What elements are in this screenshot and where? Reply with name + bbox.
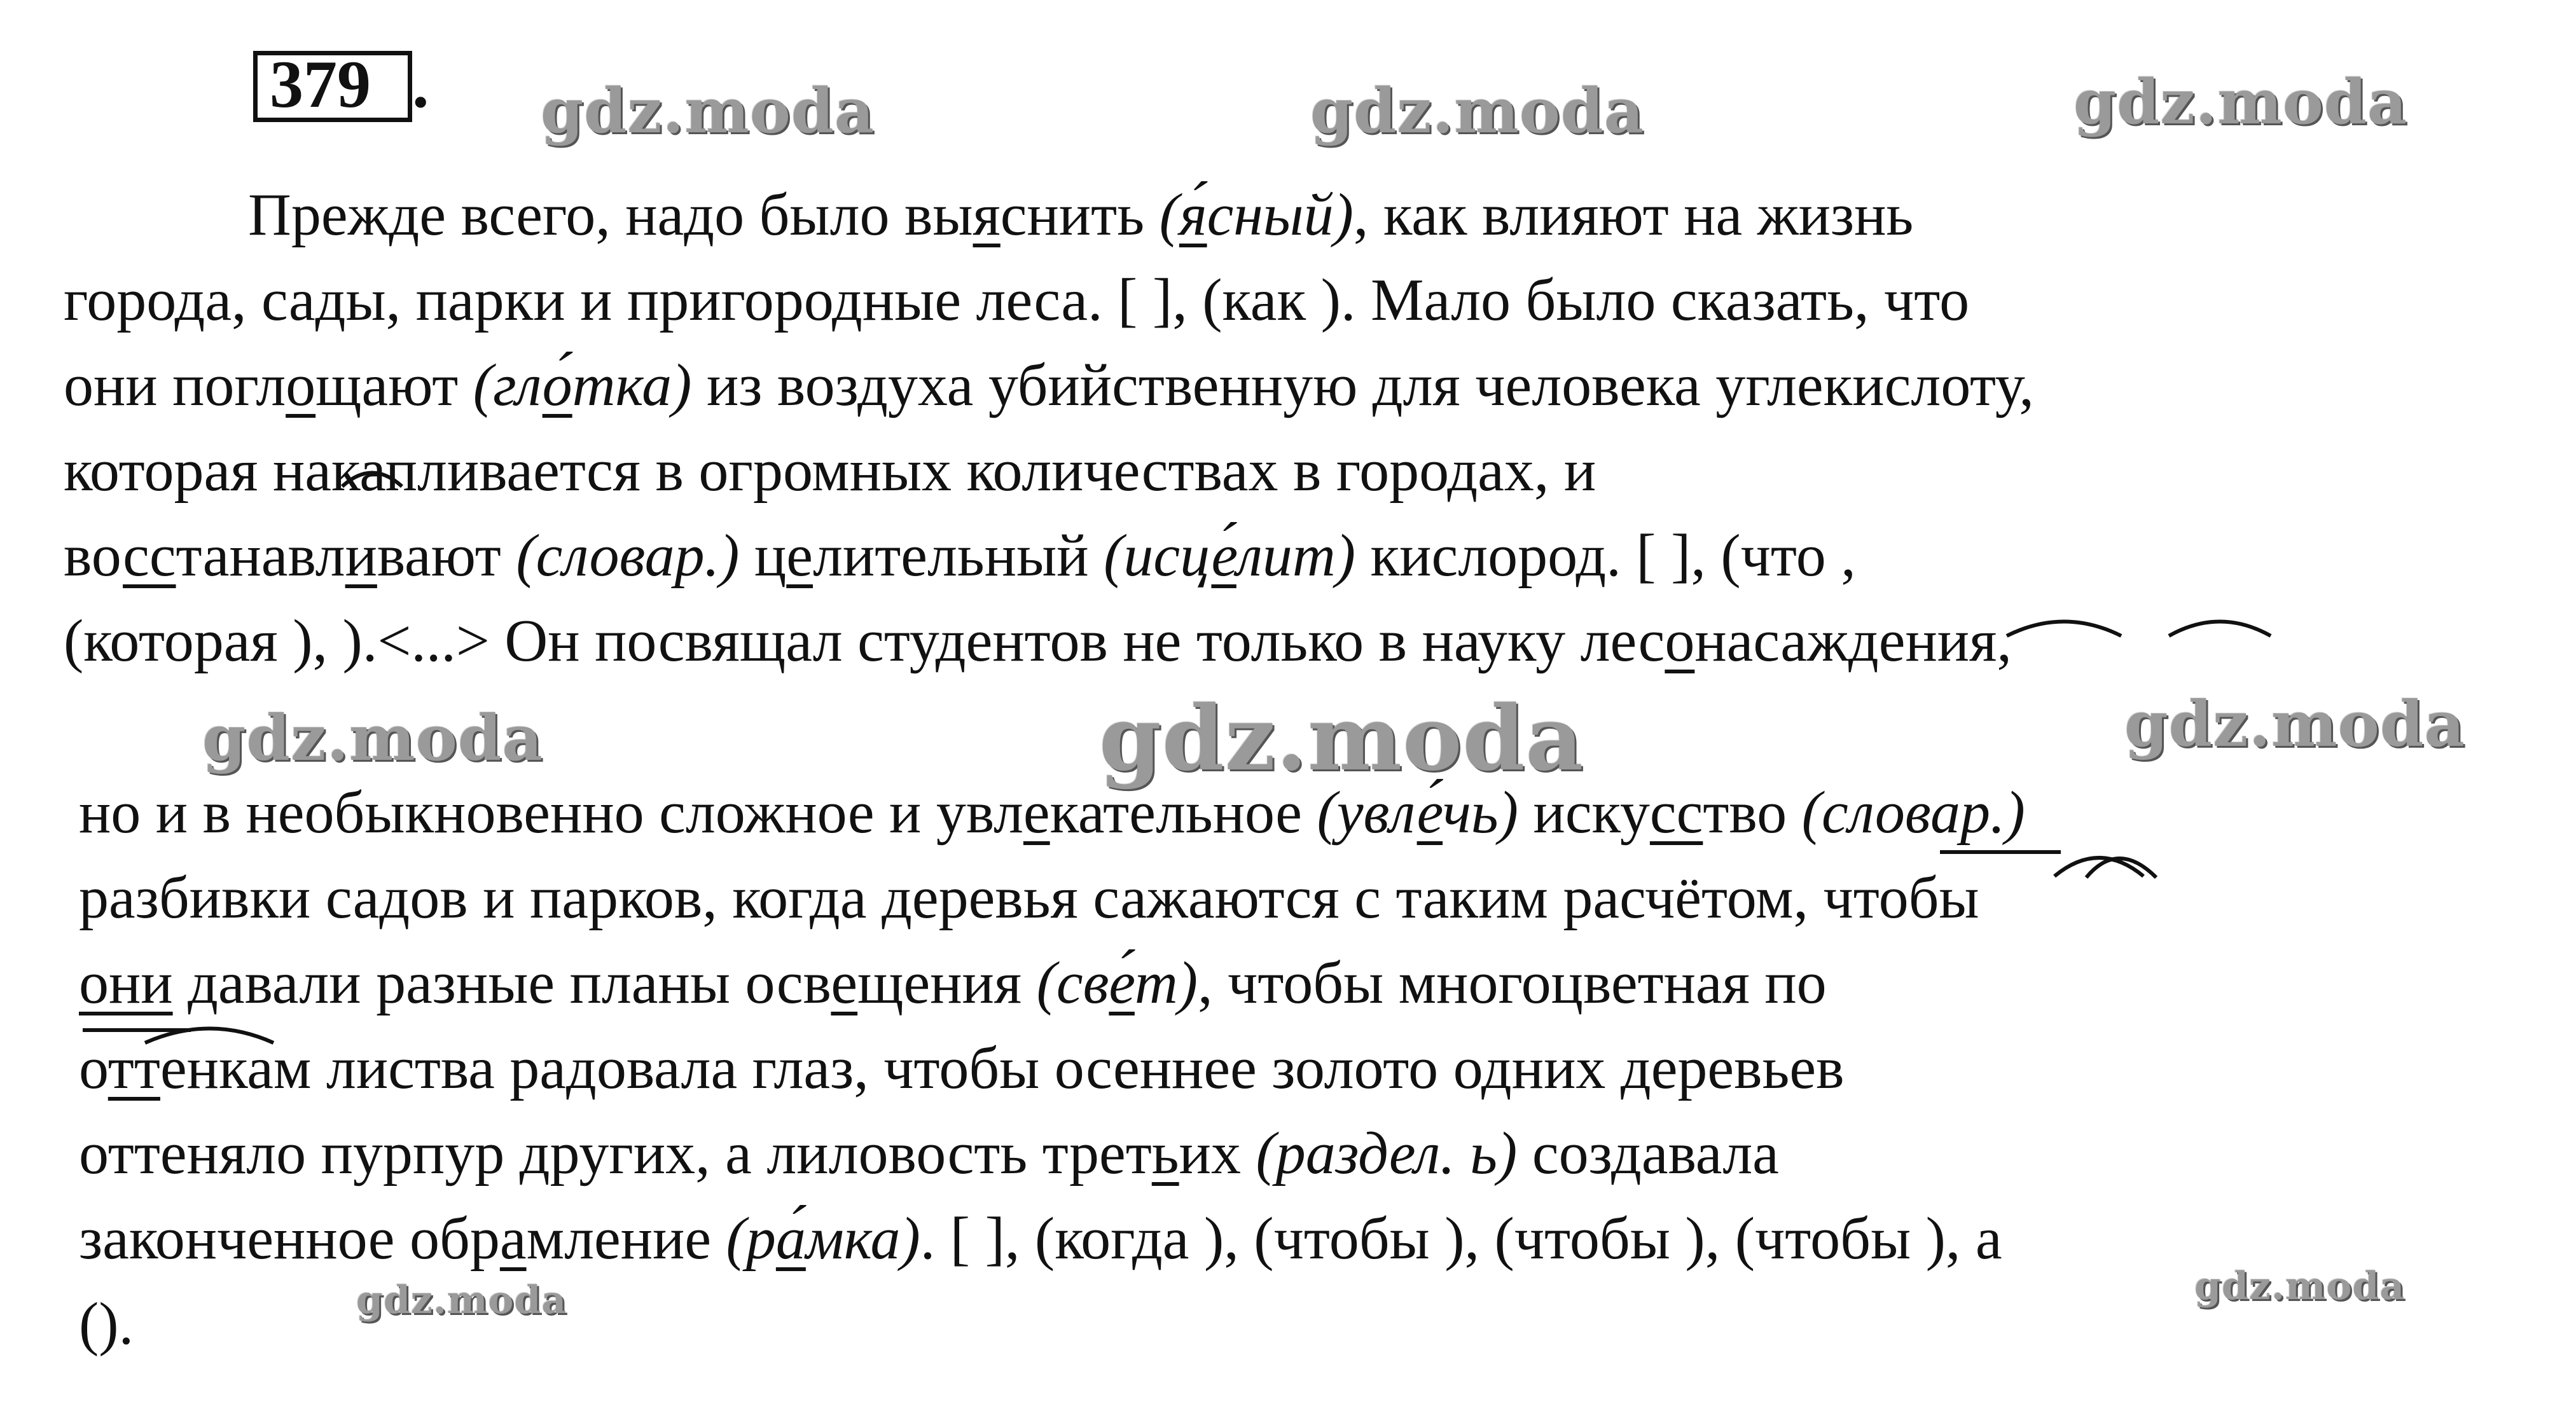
underlined-orthogram: о — [286, 352, 316, 418]
hint-text: (словар.) — [1801, 780, 2025, 846]
text-segment: мление — [526, 1206, 726, 1272]
text-segment: вают — [377, 523, 516, 589]
text-segment: танавл — [176, 523, 345, 589]
hint-text: (увл — [1317, 780, 1417, 846]
exercise-number-dot: . — [412, 47, 429, 121]
text-segment: во — [64, 523, 123, 589]
text-segment: кислород. [ ], (что , — [1355, 523, 1856, 589]
watermark: gdz.moda — [1099, 687, 1584, 791]
text-segment: разбивки садов и парков, когда деревья сажаются с таким расчётом, чтобы — [79, 865, 1979, 931]
text-segment: которая накапливается в огромных количествах в городах, и — [64, 437, 1596, 504]
hint-text: (раздел. ь) — [1256, 1120, 1518, 1187]
text-segment: давали разные планы осв — [172, 950, 831, 1016]
underlined-orthogram: о — [1665, 608, 1695, 674]
text-segment: тво — [1703, 780, 1802, 846]
hint-text: (р — [726, 1206, 776, 1272]
text-segment: их — [1179, 1120, 1256, 1187]
watermark: gdz.moda — [2194, 1264, 2406, 1309]
underlined-orthogram: е — [1023, 780, 1050, 846]
underlined-orthogram: е́ — [1109, 950, 1135, 1016]
text-segment: . [ ], (когда ), (чтобы ), (чтобы ), (чтобы ), а — [920, 1206, 2002, 1272]
hint-text: ( — [1159, 182, 1179, 248]
hint-text: чь) — [1443, 780, 1519, 846]
text-segment: из воздуха убийственную для человека углекислоту, — [691, 352, 2034, 418]
text-segment: оттеняло пурпур других, а лиловость трет — [79, 1120, 1152, 1187]
hint-text: (св — [1036, 950, 1109, 1016]
text-segment: , чтобы многоцветная по — [1198, 950, 1827, 1016]
underlined-orthogram: ь — [1151, 1120, 1179, 1187]
watermark: gdz.moda — [202, 702, 543, 775]
text-segment: но и в необыкновенно сложное и увл — [79, 780, 1023, 846]
text-segment: щения — [857, 950, 1037, 1016]
underlined-orthogram: е́ — [1211, 523, 1236, 589]
text-segment: щают — [315, 352, 473, 418]
text-segment: (). — [79, 1291, 134, 1357]
underlined-orthogram: сс — [123, 523, 176, 589]
underlined-orthogram: и — [345, 523, 377, 589]
watermark: gdz.moda — [2124, 688, 2465, 761]
root-arc-mark — [2169, 622, 2271, 637]
text-segment: (которая ), ).<...> Он посвящал студентов не только в науку лес — [64, 608, 1665, 674]
hint-text: лит) — [1236, 523, 1356, 589]
text-segment: ц — [739, 523, 787, 589]
text-segment: законченное обр — [79, 1206, 500, 1272]
text-segment: о — [79, 1035, 108, 1101]
hint-text: мка) — [805, 1206, 920, 1272]
watermark: gdz.moda — [2074, 66, 2408, 138]
underlined-orthogram: сс — [1649, 780, 1703, 846]
hint-text: сный) — [1207, 182, 1354, 248]
hint-text: (исц — [1104, 523, 1212, 589]
hint-text: т) — [1134, 950, 1198, 1016]
underlined-orthogram: а́ — [775, 1206, 806, 1272]
hint-text: тка) — [572, 352, 692, 418]
underlined-orthogram: е́ — [1416, 780, 1443, 846]
root-arc-mark — [342, 473, 402, 487]
underlined-orthogram: е — [831, 950, 858, 1016]
text-segment: иску — [1518, 780, 1650, 846]
text-segment: Прежде всего, надо было вы — [248, 182, 973, 248]
exercise-number-text: 379 — [270, 47, 371, 121]
root-arc-mark — [2007, 622, 2121, 637]
text-segment: города, сады, парки и пригородные леса. [ ], (как ). Мало было сказать, что — [64, 267, 1970, 333]
underlined-orthogram: о́ — [542, 352, 572, 418]
underlined-orthogram: они — [79, 950, 173, 1016]
hint-text: (гл — [473, 352, 543, 418]
text-segment: кательное — [1049, 780, 1317, 846]
text-segment: , как влияют на жизнь — [1353, 182, 1914, 248]
underlined-orthogram: е — [786, 523, 813, 589]
watermark: gdz.moda — [1310, 75, 1645, 147]
text-segment: снить — [1000, 182, 1160, 248]
text-segment: лительный — [813, 523, 1104, 589]
underlined-orthogram: тт — [107, 1035, 160, 1101]
watermark: gdz.moda — [356, 1278, 567, 1323]
underlined-orthogram: я — [973, 182, 1001, 248]
watermark: gdz.moda — [541, 75, 875, 147]
underlined-orthogram: а — [499, 1206, 527, 1272]
text-segment: енкам листва радовала глаз, чтобы осеннее золото одних деревьев — [160, 1035, 1845, 1101]
hint-text: (словар.) — [516, 523, 740, 589]
underlined-orthogram: я́ — [1179, 182, 1207, 248]
text-segment: насаждения, — [1694, 608, 2012, 674]
text-segment: создавала — [1517, 1120, 1779, 1187]
text-segment: они погл — [64, 352, 286, 418]
